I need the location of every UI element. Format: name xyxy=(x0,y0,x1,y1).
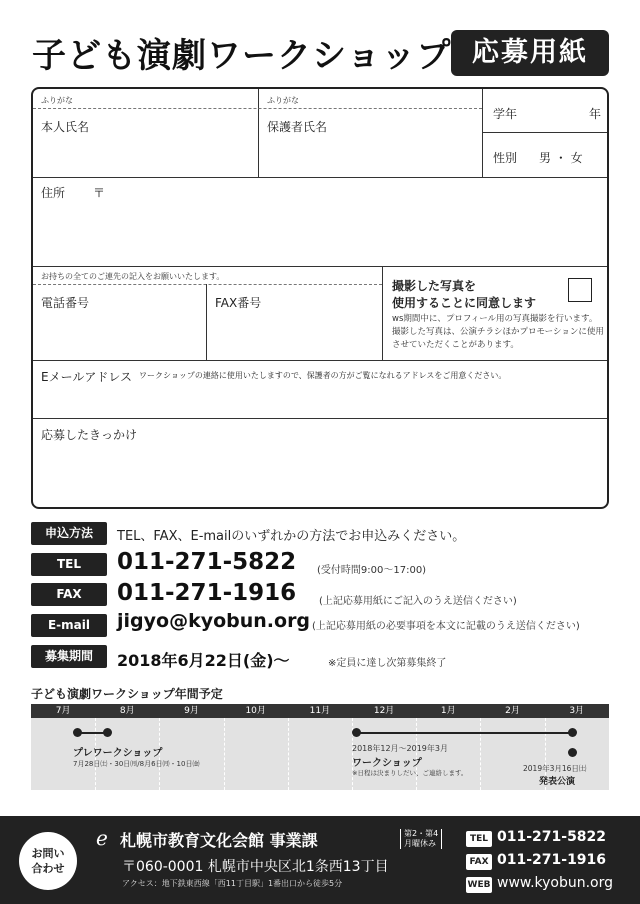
ws-note: ※日程は決まりしだい、ご連絡します。 xyxy=(352,769,468,777)
contact-footer xyxy=(0,816,640,904)
month-header xyxy=(31,704,609,718)
reason-field[interactable] xyxy=(41,443,601,503)
footer-fax[interactable]: 011-271-1916 xyxy=(497,852,607,868)
month-aug: 8月 xyxy=(119,706,135,716)
email-label: Eメールアドレス xyxy=(41,370,132,384)
performance-label: 発表公演 xyxy=(539,777,576,787)
org-address: 〒060-0001 札幌市中央区北1条西13丁目 xyxy=(122,859,389,875)
guardian-name-field[interactable] xyxy=(267,135,477,173)
page-title: 子ども演劇ワークショップ xyxy=(32,36,452,76)
footer-tel-tag: TEL xyxy=(466,831,492,847)
photo-consent-line2: 使用することに同意します xyxy=(392,296,537,310)
tel-number[interactable]: 011-271-5822 xyxy=(117,549,297,575)
ws-period: 2018年12月〜2019年3月 xyxy=(352,744,448,753)
fax-label: FAX番号 xyxy=(215,296,262,310)
pre-ws-label: プレワークショップ xyxy=(73,748,163,759)
reason-label: 応募したきっかけ xyxy=(41,428,138,442)
pre-ws-start-dot xyxy=(73,728,82,737)
pre-ws-end-dot xyxy=(103,728,112,737)
grade-unit: 年 xyxy=(589,107,602,121)
period-text: 2018年6月22日(金)〜 xyxy=(117,651,290,670)
fax-number[interactable]: 011-271-1916 xyxy=(117,580,297,606)
tel-note: (受付時間9:00〜17:00) xyxy=(317,565,427,576)
contact-line1: お問い xyxy=(31,847,65,860)
address-label: 住所 xyxy=(41,186,66,200)
ws-end-dot xyxy=(568,728,577,737)
application-form xyxy=(31,87,609,509)
month-feb: 2月 xyxy=(505,706,520,716)
org-access: アクセス：地下鉄東西線「西11丁目駅」1番出口から徒歩5分 xyxy=(122,879,343,888)
contact-note: お持ちの全てのご連先の記入をお願いいたします。 xyxy=(41,272,225,281)
application-form-badge: 応募用紙 xyxy=(451,30,609,76)
month-oct: 10月 xyxy=(245,706,266,716)
email-address[interactable]: jigyo@kyobun.org xyxy=(117,610,311,632)
month-sep: 9月 xyxy=(184,706,199,716)
ws-start-dot xyxy=(352,728,361,737)
postal-mark: 〒 xyxy=(93,186,106,200)
furigana-guardian: ふりがな xyxy=(267,96,299,105)
fax-note: (上記応募用紙にご記入のうえ送信ください) xyxy=(319,596,517,607)
timeline-grid xyxy=(31,718,609,790)
grade-label: 学年 xyxy=(493,107,518,121)
photo-consent-line1: 撮影した写真を xyxy=(392,279,477,293)
applicant-name-field[interactable] xyxy=(41,135,251,173)
phone-field[interactable] xyxy=(41,311,201,355)
month-jul: 7月 xyxy=(55,706,71,716)
method-label: 申込方法 xyxy=(31,522,107,545)
schedule-timeline xyxy=(31,704,609,790)
method-text: TEL、FAX、E-mailのいずれかの方法でお申込みください。 xyxy=(117,529,466,544)
guardian-name-label: 保護者氏名 xyxy=(267,120,328,134)
closed-line2: 月曜休み xyxy=(404,839,436,848)
schedule-title: 子ども演劇ワークショップ年間予定 xyxy=(31,687,223,701)
period-note: ※定員に達し次第募集終了 xyxy=(328,658,447,669)
gender-options[interactable]: 男 ・ 女 xyxy=(539,151,583,165)
ws-bar xyxy=(357,732,575,734)
contact-badge xyxy=(19,832,77,890)
month-nov: 11月 xyxy=(309,706,331,716)
fax-field[interactable] xyxy=(215,311,375,355)
org-logo-icon: ℯ xyxy=(96,826,108,850)
applicant-name-label: 本人氏名 xyxy=(41,120,90,134)
tel-label: TEL xyxy=(31,553,107,576)
email-field[interactable] xyxy=(41,385,601,415)
photo-note: ws期間中に、プロフィール用の写真撮影を行います。撮影した写真は、公演チラシほかプロモーションに使用させていただくことがあります。 xyxy=(392,314,604,350)
email-note: ワークショップの連絡に使用いたしますので、保護者の方がご覧になれるアドレスをご用意ください。 xyxy=(139,371,507,380)
footer-tel[interactable]: 011-271-5822 xyxy=(497,829,607,845)
period-label: 募集期間 xyxy=(31,645,107,668)
month-jan: 1月 xyxy=(440,706,456,716)
email-tag: E-mail xyxy=(31,614,107,637)
footer-web[interactable]: www.kyobun.org xyxy=(497,875,614,891)
fax-label: FAX xyxy=(31,583,107,606)
email-send-note: (上記応募用紙の必要事項を本文に記載のうえ送信ください) xyxy=(312,621,580,632)
pre-ws-dates: 7月28日㈯・30日㈪/8月6日㈪・10日㈮ xyxy=(73,760,200,768)
footer-web-tag: WEB xyxy=(466,877,492,893)
closed-line1: 第2・第4 xyxy=(404,829,439,838)
footer-fax-tag: FAX xyxy=(466,854,492,870)
furigana-applicant: ふりがな xyxy=(41,96,73,105)
org-name: 札幌市教育文化会館 事業課 xyxy=(120,831,318,850)
performance-date: 2019年3月16日㈯ xyxy=(523,764,587,773)
ws-label: ワークショップ xyxy=(352,758,422,769)
address-field[interactable] xyxy=(41,201,601,263)
phone-label: 電話番号 xyxy=(41,296,90,310)
performance-dot xyxy=(568,748,577,757)
contact-line2: 合わせ xyxy=(31,862,65,875)
closed-days xyxy=(400,829,442,849)
month-dec: 12月 xyxy=(373,706,395,716)
gender-label: 性別 xyxy=(493,151,518,165)
photo-consent-checkbox[interactable] xyxy=(568,278,592,302)
month-mar: 3月 xyxy=(569,706,585,716)
